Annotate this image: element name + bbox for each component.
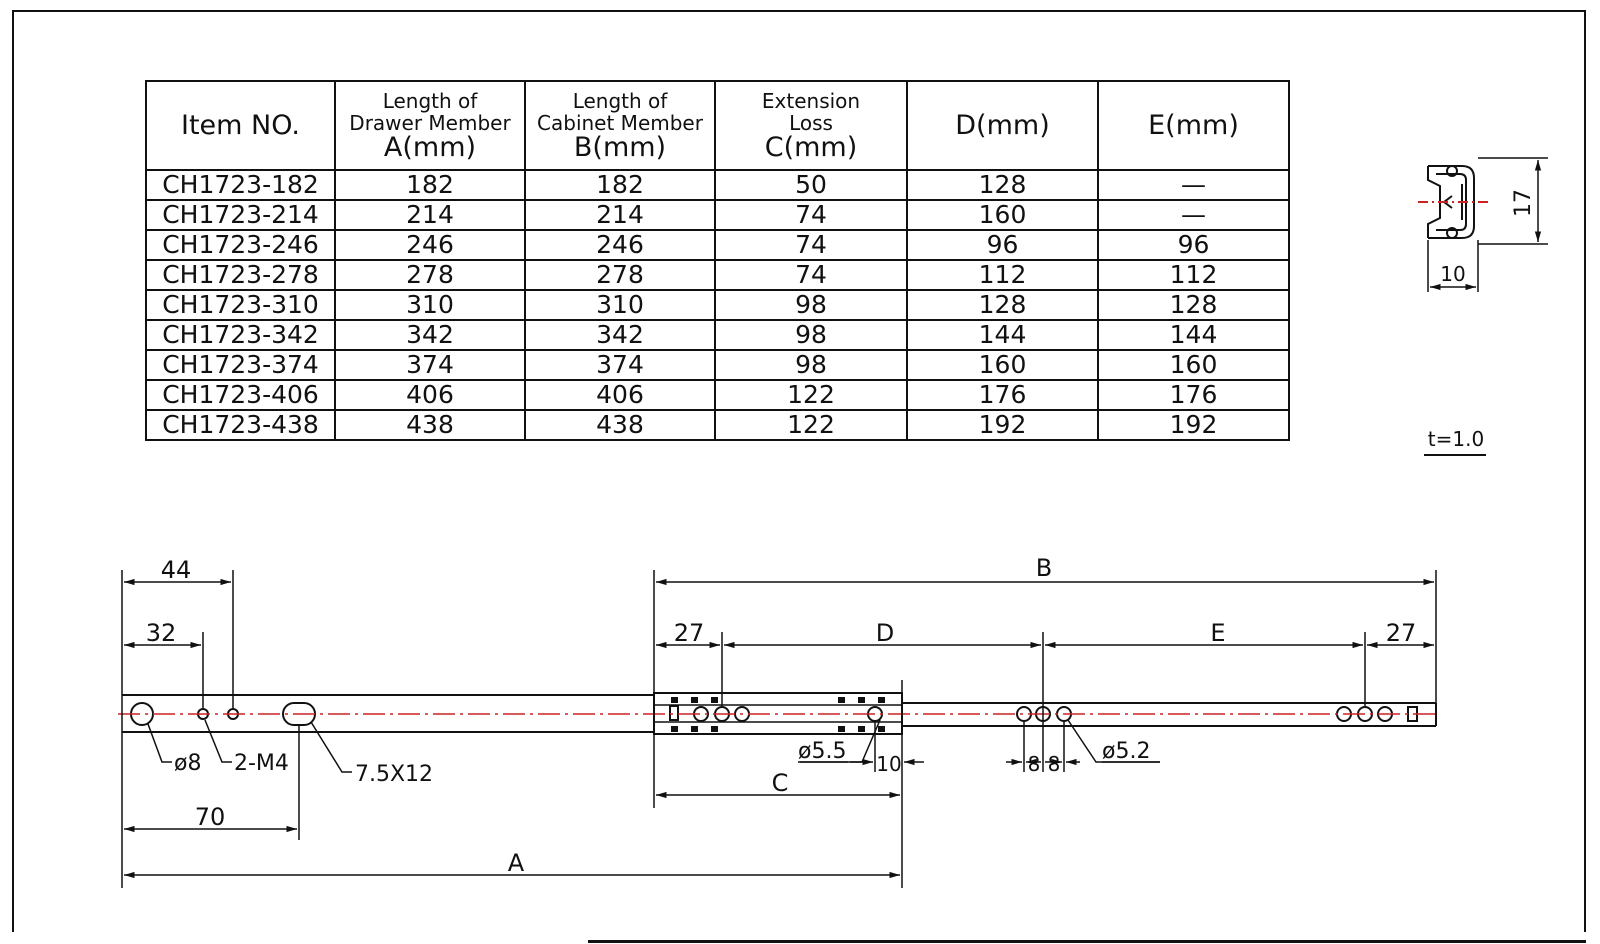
dim-32-label: 32 xyxy=(145,619,177,647)
header-d-label: D(mm) xyxy=(955,110,1050,141)
callout-m4: 2-M4 xyxy=(234,751,289,776)
dimension-lines xyxy=(122,570,1436,888)
dim-27-left-label: 27 xyxy=(673,619,705,647)
header-c-line2: Loss xyxy=(789,110,833,135)
callout-dia5-5: ø5.5 xyxy=(798,739,847,764)
callout-dia5-2: ø5.2 xyxy=(1102,739,1151,764)
header-a-line1: Length of xyxy=(382,88,478,113)
table-cell: 112 xyxy=(907,260,1098,290)
header-b-line1: Length of xyxy=(572,88,668,113)
table-cell: 310 xyxy=(525,290,715,320)
table-cell: 406 xyxy=(525,380,715,410)
table-cell: 144 xyxy=(1098,320,1289,350)
dim-44-label: 44 xyxy=(160,556,192,584)
header-c-line3: C(mm) xyxy=(764,131,858,163)
leader-m4 xyxy=(205,720,232,762)
table-cell: 246 xyxy=(335,230,525,260)
dim-8a-label: 8 xyxy=(1027,752,1041,776)
table-cell: 214 xyxy=(525,200,715,230)
table-cell: 374 xyxy=(525,350,715,380)
table-cell: 342 xyxy=(335,320,525,350)
dim-c-label: C xyxy=(771,769,789,797)
table-cell: 160 xyxy=(907,350,1098,380)
table-cell: 74 xyxy=(715,230,907,260)
ball-retainer-dots xyxy=(671,697,885,732)
table-cell: 192 xyxy=(907,410,1098,440)
dim-a-label: A xyxy=(507,849,525,877)
header-item-no-label: Item NO. xyxy=(181,110,300,141)
table-cell: — xyxy=(1098,200,1289,230)
table-cell: 438 xyxy=(525,410,715,440)
dim-10-label: 10 xyxy=(876,752,902,776)
header-c-line1: Extension xyxy=(761,88,861,113)
table-cell: 128 xyxy=(907,290,1098,320)
table-cell: 128 xyxy=(1098,290,1289,320)
item-number-cell: CH1723-406 xyxy=(146,380,335,410)
table-cell: 96 xyxy=(1098,230,1289,260)
item-number-cell: CH1723-342 xyxy=(146,320,335,350)
table-cell: 342 xyxy=(525,320,715,350)
table-cell: 98 xyxy=(715,320,907,350)
callout-slot: 7.5X12 xyxy=(355,762,434,787)
dim-8b-label: 8 xyxy=(1047,752,1061,776)
table-cell: 122 xyxy=(715,410,907,440)
dimension-text xyxy=(146,554,1417,877)
table-cell: 96 xyxy=(907,230,1098,260)
profile-width-label: 10 xyxy=(1440,262,1466,286)
table-cell: 144 xyxy=(907,320,1098,350)
header-b-line2: Cabinet Member xyxy=(537,110,703,135)
header-a-line2: Drawer Member xyxy=(349,110,511,135)
item-number-cell: CH1723-214 xyxy=(146,200,335,230)
table-cell: 192 xyxy=(1098,410,1289,440)
header-a-line3: A(mm) xyxy=(383,131,477,163)
thickness-label: t=1.0 xyxy=(1427,427,1485,451)
item-number-cell: CH1723-278 xyxy=(146,260,335,290)
table-cell: 122 xyxy=(715,380,907,410)
table-cell: 74 xyxy=(715,260,907,290)
item-number-cell: CH1723-182 xyxy=(146,170,335,200)
dim-70-label: 70 xyxy=(194,803,226,831)
table-cell: 406 xyxy=(335,380,525,410)
table-cell: 182 xyxy=(525,170,715,200)
table-cell: 50 xyxy=(715,170,907,200)
item-number-cell: CH1723-310 xyxy=(146,290,335,320)
table-cell: 98 xyxy=(715,290,907,320)
table-cell: 278 xyxy=(335,260,525,290)
table-cell: 98 xyxy=(715,350,907,380)
profile-height-label: 17 xyxy=(1511,189,1536,217)
item-number-cell: CH1723-374 xyxy=(146,350,335,380)
table-cell: 182 xyxy=(335,170,525,200)
table-cell: 176 xyxy=(907,380,1098,410)
dim-27-right-label: 27 xyxy=(1385,619,1417,647)
header-e-label: E(mm) xyxy=(1148,110,1239,141)
table-cell: 374 xyxy=(335,350,525,380)
item-number-cell: CH1723-438 xyxy=(146,410,335,440)
table-cell: 246 xyxy=(525,230,715,260)
table-cell: 160 xyxy=(907,200,1098,230)
table-cell: — xyxy=(1098,170,1289,200)
callout-dia8: ø8 xyxy=(174,751,202,776)
header-b-line3: B(mm) xyxy=(573,131,667,163)
table-cell: 214 xyxy=(335,200,525,230)
table-cell: 128 xyxy=(907,170,1098,200)
dim-d-label: D xyxy=(875,619,895,647)
item-number-cell: CH1723-246 xyxy=(146,230,335,260)
table-cell: 278 xyxy=(525,260,715,290)
table-cell: 112 xyxy=(1098,260,1289,290)
table-cell: 74 xyxy=(715,200,907,230)
table-cell: 176 xyxy=(1098,380,1289,410)
table-cell: 438 xyxy=(335,410,525,440)
intermediate-slot xyxy=(670,706,678,720)
dim-e-label: E xyxy=(1210,619,1226,647)
dim-b-label: B xyxy=(1035,554,1053,582)
table-cell: 310 xyxy=(335,290,525,320)
table-cell: 160 xyxy=(1098,350,1289,380)
leader-dia8 xyxy=(148,724,172,762)
leader-slot xyxy=(311,722,352,772)
